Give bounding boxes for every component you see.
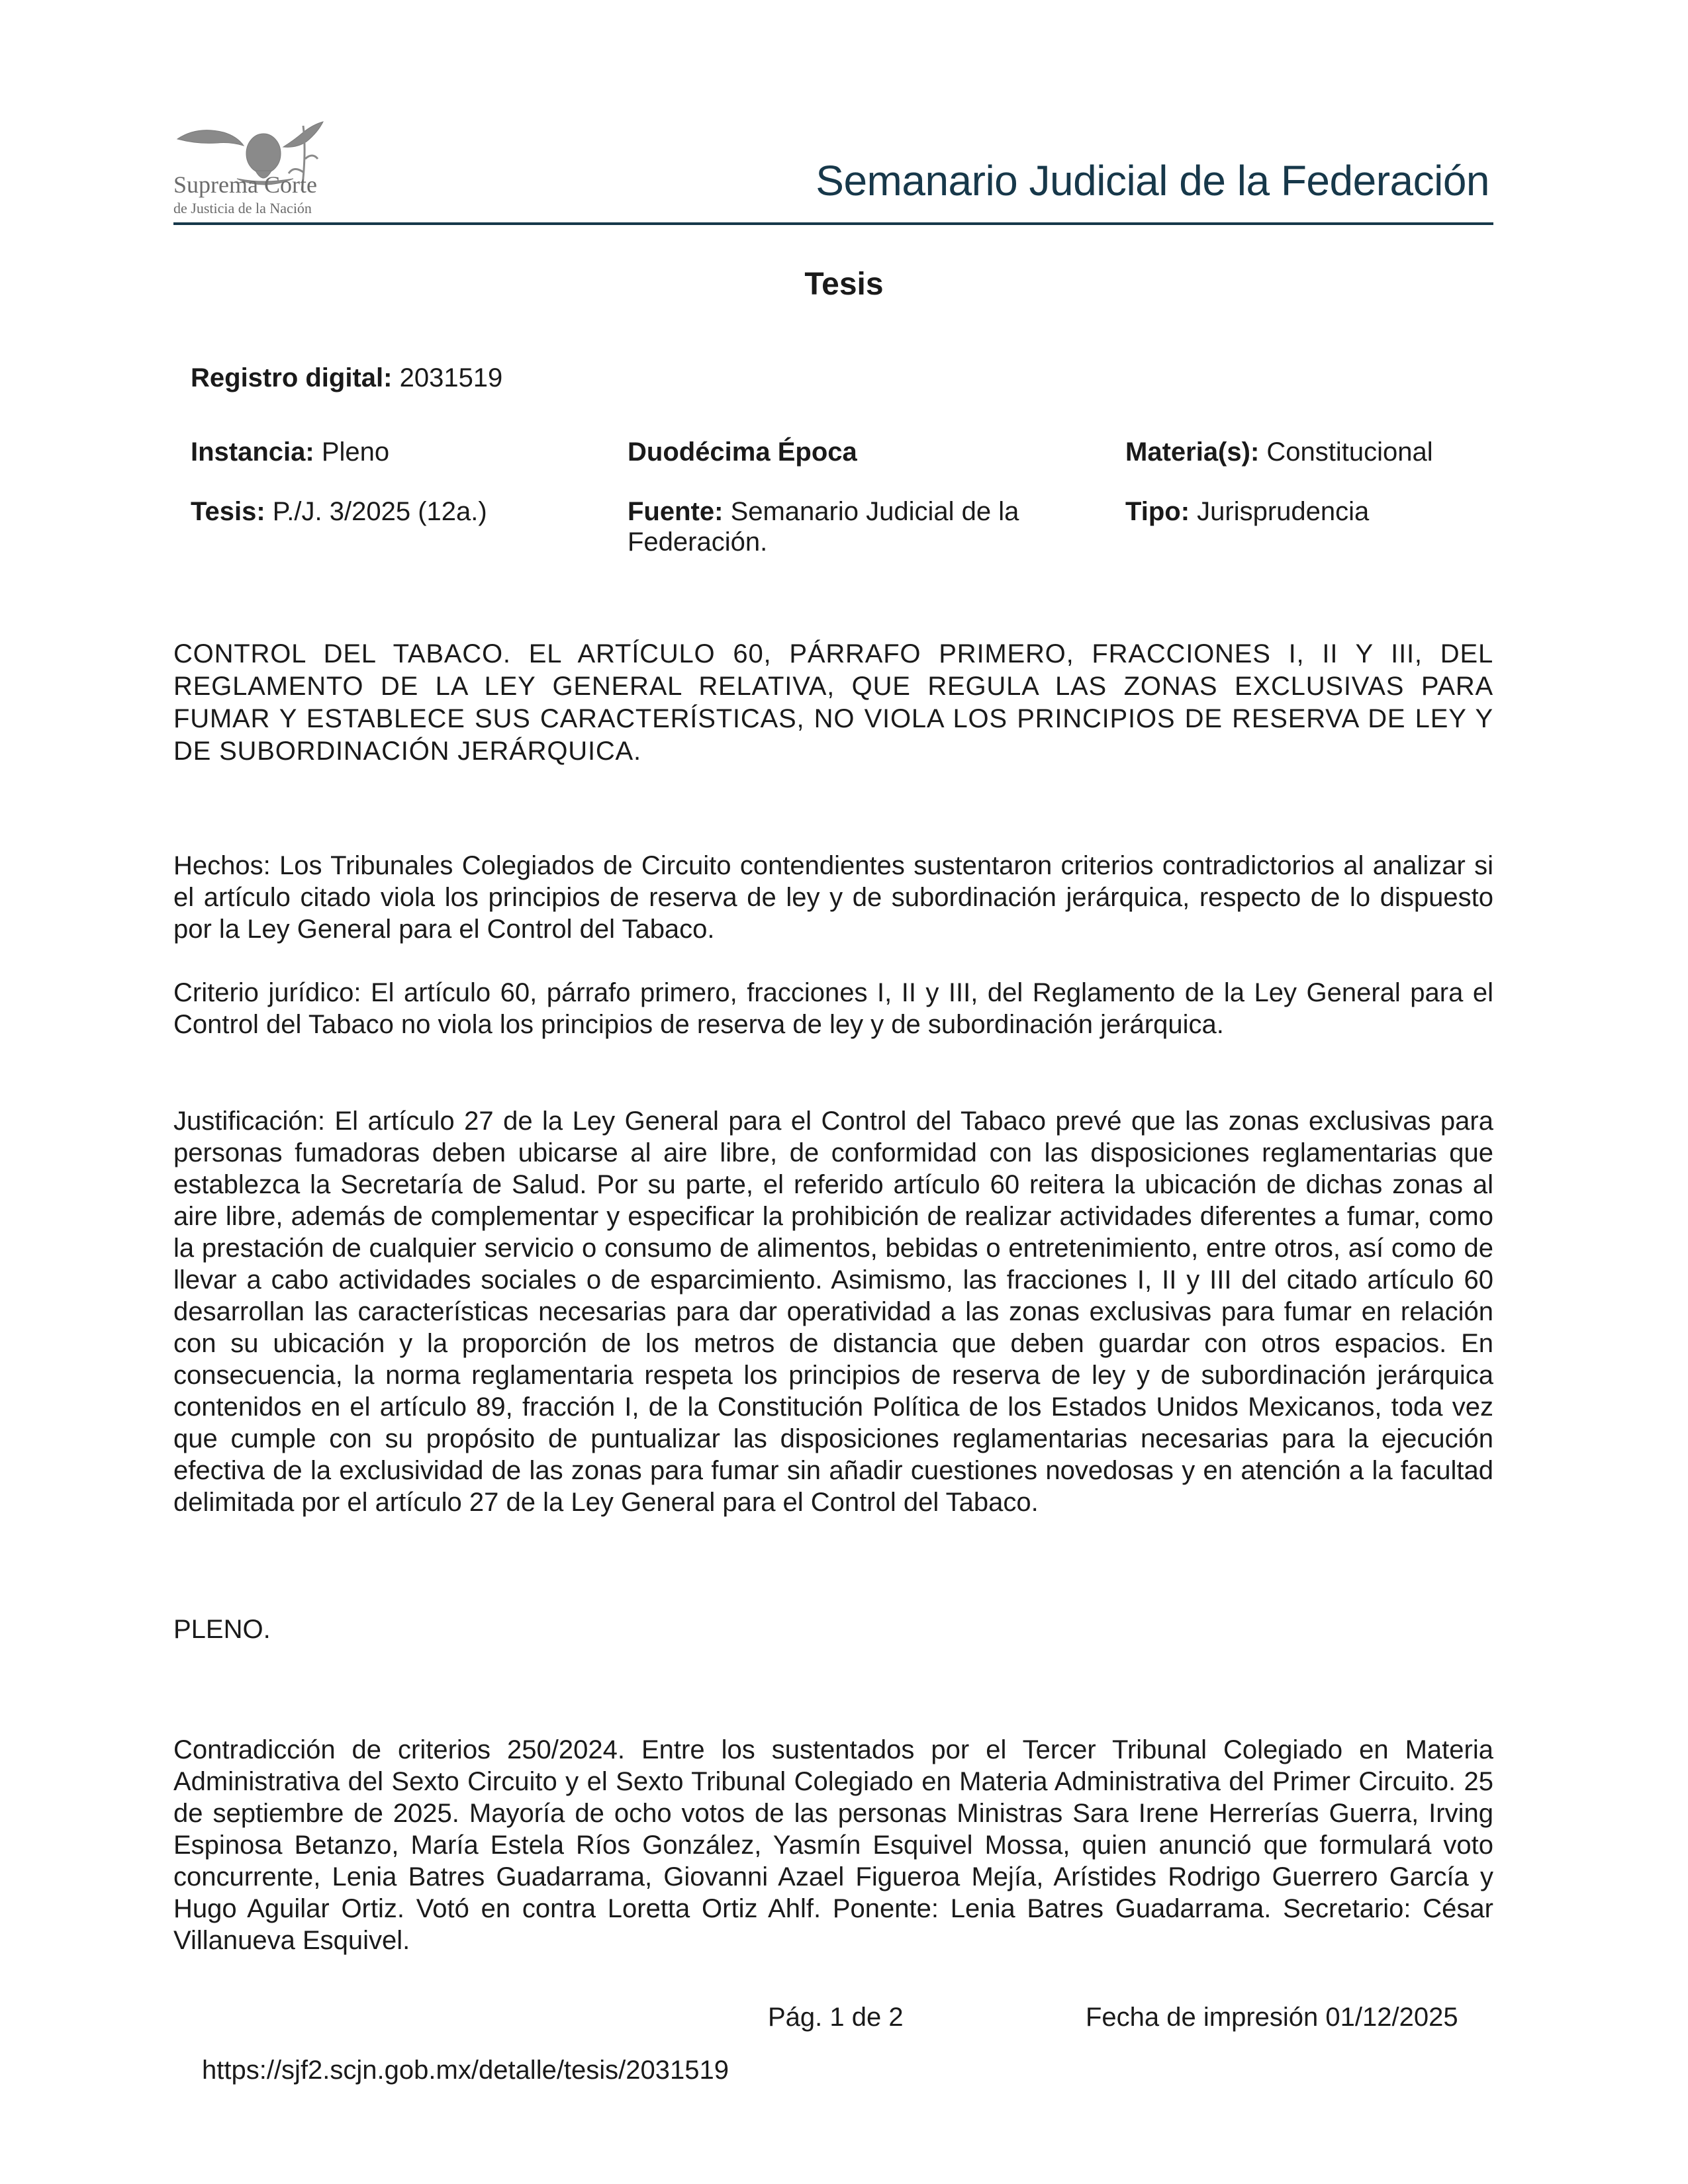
- source-url-link[interactable]: https://sjf2.scjn.gob.mx/detalle/tesis/2031519: [202, 2056, 729, 2085]
- header-divider: [173, 222, 1493, 225]
- registro-value: 2031519: [399, 363, 503, 392]
- pleno-label: PLENO.: [173, 1615, 271, 1644]
- fuente-value: Semanario Judicial de la Federación.: [628, 497, 1019, 557]
- tipo: [1125, 496, 1369, 527]
- scjn-eagle-emblem-icon: [171, 86, 350, 218]
- instancia: [191, 437, 389, 467]
- registro-label: Registro digital:: [191, 363, 393, 392]
- hechos-paragraph: Hechos: Los Tribunales Colegiados de Circuito contendientes sustentaron criterios contradictorios al analizar si el artículo citado viola los principios de reserva de ley y de subordinación jerárquica, respecto de lo dispuesto por la Ley General para el Control del Tabaco.: [173, 851, 1493, 944]
- instancia-label: Instancia:: [191, 437, 314, 467]
- logo-institution-subtitle: de Justicia de la Nación: [173, 200, 312, 216]
- registro-digital: [191, 363, 502, 393]
- tipo-value: Jurisprudencia: [1197, 497, 1370, 526]
- epoca-value: Duodécima Época: [628, 437, 857, 467]
- criterio-juridico-paragraph: Criterio jurídico: El artículo 60, párrafo primero, fracciones I, II y III, del Reglamento de la Ley General para el Control del Tabaco no viola los principios de reserva de ley y de subordinación jerárquica.: [173, 978, 1493, 1039]
- publication-title: Semanario Judicial de la Federación: [816, 157, 1489, 205]
- tesis-value: P./J. 3/2025 (12a.): [272, 497, 487, 526]
- tesis-number: [191, 496, 487, 527]
- instancia-value: Pleno: [321, 437, 390, 467]
- page-number: Pág. 1 de 2: [768, 2003, 904, 2032]
- print-date: Fecha de impresión 01/12/2025: [1086, 2003, 1458, 2032]
- epoca: [628, 437, 857, 467]
- tesis-label: Tesis:: [191, 497, 265, 526]
- justificacion-paragraph: Justificación: El artículo 27 de la Ley General para el Control del Tabaco prevé que las zonas exclusivas para personas fumadoras deben ubicarse al aire libre, de conformidad con las disposiciones reglamentarias que establezca la Secretaría de Salud. Por su parte, el referido artículo 60 reitera la ubicación de dichas zonas al aire libre, además de complementar y especificar la prohibición de realizar actividades diferentes a fumar, como la prestación de cualquier servicio o consumo de alimentos, bebidas o entretenimiento, entre otros, así como de llevar a cabo actividades sociales o de esparcimiento. Asimismo, las fracciones I, II y III del citado artículo 60 desarrollan las características necesarias para dar operatividad a las zonas exclusivas para fumar en relación con su ubicación y la proporción de los metros de distancia que deben guardar con otros espacios. En consecuencia, la norma reglamentaria respeta los principios de reserva de ley y de subordinación jerárquica contenidos en el artículo 89, fracción I, de la Constitución Política de los Estados Unidos Mexicanos, toda vez que cumple con su propósito de puntualizar las disposiciones reglamentarias necesarias para la ejecución efectiva de la exclusividad de las zonas para fumar sin añadir cuestiones novedosas y en atención a la facultad delimitada por el artículo 27 de la Ley General para el Control del Tabaco.: [173, 1107, 1493, 1517]
- logo-institution-name: Suprema Corte: [173, 171, 317, 198]
- thesis-title: CONTROL DEL TABACO. EL ARTÍCULO 60, PÁRRAFO PRIMERO, FRACCIONES I, II Y III, DEL REGLAMENTO DE LA LEY GENERAL RELATIVA, QUE REGULA LAS ZONAS EXCLUSIVAS PARA FUMAR Y ESTABLECE SUS CARACTERÍSTICAS, NO VIOLA LOS PRINCIPIOS DE RESERVA DE LEY Y DE SUBORDINACIÓN JERÁRQUICA.: [173, 639, 1493, 766]
- contradiccion-paragraph: Contradicción de criterios 250/2024. Entre los sustentados por el Tercer Tribunal Colegiado en Materia Administrativa del Sexto Circuito y el Sexto Tribunal Colegiado en Materia Administrativa del Primer Circuito. 25 de septiembre de 2025. Mayoría de ocho votos de las personas Ministras Sara Irene Herrerías Guerra, Irving Espinosa Betanzo, María Estela Ríos González, Yasmín Esquivel Mossa, quien anunció que formulará voto concurrente, Lenia Batres Guadarrama, Giovanni Azael Figueroa Mejía, Arístides Rodrigo Guerrero García y Hugo Aguilar Ortiz. Votó en contra Loretta Ortiz Ahlf. Ponente: Lenia Batres Guadarrama. Secretario: César Villanueva Esquivel.: [173, 1735, 1493, 1955]
- materia-value: Constitucional: [1266, 437, 1433, 467]
- fuente-label: Fuente:: [628, 497, 724, 526]
- materia-label: Materia(s):: [1125, 437, 1260, 467]
- tipo-label: Tipo:: [1125, 497, 1190, 526]
- document-type-heading: Tesis: [804, 267, 884, 302]
- fuente: [628, 496, 1084, 557]
- materia: [1125, 437, 1433, 467]
